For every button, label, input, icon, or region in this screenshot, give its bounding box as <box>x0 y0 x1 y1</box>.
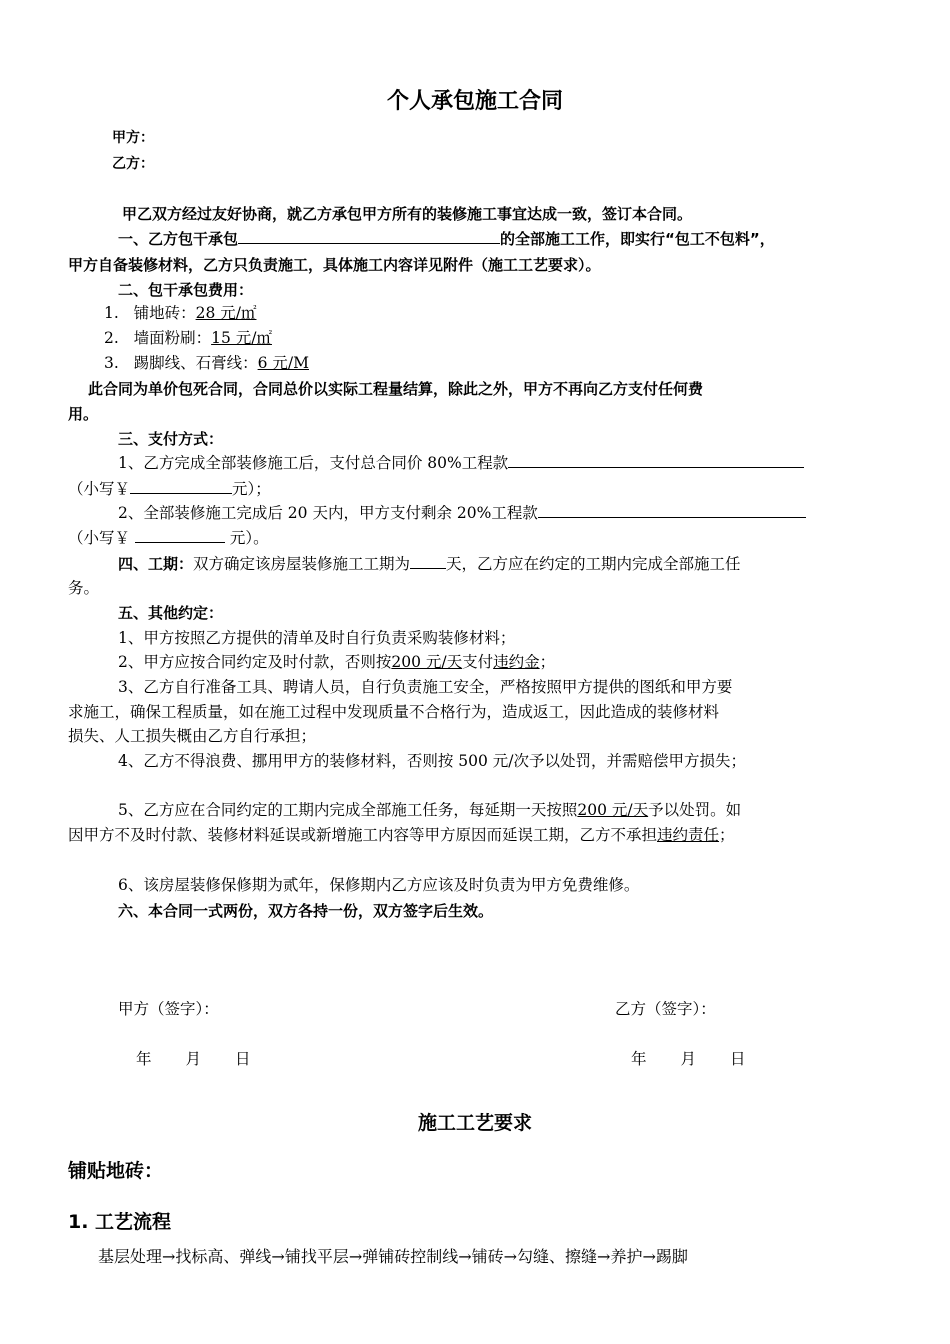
clause-2-text-b: 支付 <box>462 653 494 671</box>
payment-1-small-blank <box>130 478 232 494</box>
party-a-label: 甲方： <box>112 130 154 146</box>
fee-item-price: 15 元/㎡ <box>211 329 272 347</box>
contract-title: 个人承包施工合同 <box>386 89 563 114</box>
appendix-title: 施工工艺要求 <box>417 1112 532 1134</box>
clause-6: 6、该房屋装修保修期为贰年，保修期内乙方应该及时负责为甲方免费维修。 <box>118 876 640 894</box>
fee-item-label: 墙面粉刷： <box>133 329 212 347</box>
date-party-a <box>136 1048 251 1070</box>
clause-3-line-1: 3、乙方自行准备工具、聘请人员，自行负责施工安全，严格按照甲方提供的图纸和甲方要 <box>118 678 733 696</box>
payment-1-small-b: 元）； <box>232 480 271 498</box>
process-heading: 1. 工艺流程 <box>68 1211 172 1233</box>
clause-2-penalty-rate: 200 元/天 <box>391 653 463 671</box>
date-party-b <box>631 1048 746 1070</box>
clause-5-text-b: 予以处罚。如 <box>648 801 742 819</box>
payment-1 <box>118 452 804 474</box>
fee-item-num: 3. <box>104 354 119 372</box>
fee-item-2 <box>104 327 272 349</box>
section-4-blank <box>410 553 446 569</box>
payment-1-text: 1、乙方完成全部装修施工后，支付总合同价 80%工程款 <box>118 454 509 472</box>
payment-2-small-blank <box>135 527 225 543</box>
section-1-blank <box>238 228 500 244</box>
clause-5-text-c: 因甲方不及时付款、装修材料延误或新增施工内容等甲方原因而延误工期，乙方不承担 <box>68 826 658 844</box>
clause-3-line-2: 求施工，确保工程质量，如在施工过程中发现质量不合格行为，造成返工，因此造成的装修材料 <box>68 703 720 721</box>
clause-5-text-d: ； <box>719 826 735 844</box>
fee-item-label: 踢脚线、石膏线： <box>133 354 258 372</box>
party-b-label: 乙方： <box>112 156 154 172</box>
appendix-subtitle: 铺贴地砖： <box>68 1160 164 1182</box>
fee-item-num: 2. <box>104 329 119 347</box>
signature-party-a: 甲方（签字）： <box>118 1000 219 1018</box>
payment-2-small <box>68 527 269 549</box>
clause-2-text-c: ； <box>539 653 556 671</box>
clause-3-line-3: 损失、人工损失概由乙方自行承担； <box>68 727 317 745</box>
section-4-text-a: 双方确定该房屋装修施工工期为 <box>193 555 411 573</box>
section-4-line-1 <box>118 553 741 575</box>
section-4-text-b: 天，乙方应在约定的工期内完成全部施工任 <box>446 555 741 573</box>
payment-2-text: 2、全部装修施工完成后 20 天内，甲方支付剩余 20%工程款 <box>118 504 538 522</box>
fee-note-line-2: 用。 <box>68 405 99 423</box>
clause-5-liability: 违约责任 <box>657 826 720 844</box>
fee-item-num: 1. <box>104 304 119 322</box>
payment-1-small-a: （小写￥ <box>68 480 131 498</box>
clause-4: 4、乙方不得浪费、挪用甲方的装修材料，否则按 500 元/次予以处罚，并需赔偿甲方损失； <box>118 752 747 770</box>
fee-item-price: 6 元/M <box>257 354 309 372</box>
section-4-line-2: 务。 <box>68 579 100 597</box>
signature-party-b: 乙方（签字）： <box>615 1000 716 1018</box>
clause-1: 1、甲方按照乙方提供的清单及时自行负责采购装修材料； <box>118 629 516 647</box>
section-5-heading: 五、其他约定： <box>118 604 224 622</box>
payment-2 <box>118 502 806 524</box>
clause-2-penalty-term: 违约金 <box>493 653 540 671</box>
section-4-heading: 四、工期： <box>118 555 194 573</box>
clause-5-line-2 <box>68 824 735 846</box>
clause-5-line-1 <box>118 799 741 821</box>
date-day: 日 <box>235 1050 251 1068</box>
fee-item-1 <box>104 302 256 324</box>
date-year: 年 <box>136 1050 152 1068</box>
payment-1-blank <box>508 452 804 468</box>
date-month: 月 <box>680 1050 697 1068</box>
section-6: 六、本合同一式两份，双方各持一份，双方签字后生效。 <box>118 902 494 920</box>
section-1-text-a: 一、乙方包干承包 <box>118 230 239 248</box>
fee-note-line-1: 此合同为单价包死合同，合同总价以实际工程量结算，除此之外，甲方不再向乙方支付任何费 <box>88 380 704 398</box>
process-flow: 基层处理→找标高、弹线→铺找平层→弹铺砖控制线→铺砖→勾缝、擦缝→养护→踢脚 <box>98 1247 688 1266</box>
fee-item-label: 铺地砖： <box>133 304 196 322</box>
section-1-line-1 <box>118 228 775 250</box>
payment-2-small-b: 元）。 <box>229 529 269 547</box>
clause-2-text-a: 2、甲方应按合同约定及时付款，否则按 <box>118 653 392 671</box>
section-1-line-2: 甲方自备装修材料，乙方只负责施工，具体施工内容详见附件（施工工艺要求）。 <box>68 256 601 274</box>
payment-2-blank <box>538 502 806 518</box>
section-2-heading: 二、包干承包费用： <box>118 281 254 299</box>
date-day: 日 <box>730 1050 746 1068</box>
fee-item-price: 28 元/㎡ <box>195 304 257 322</box>
clause-5-penalty-rate: 200 元/天 <box>577 801 649 819</box>
payment-1-small <box>68 478 271 500</box>
fee-item-3 <box>104 352 309 374</box>
date-year: 年 <box>631 1050 647 1068</box>
clause-5-text-a: 5、乙方应在合同约定的工期内完成全部施工任务，每延期一天按照 <box>118 801 578 819</box>
date-month: 月 <box>185 1050 202 1068</box>
section-3-heading: 三、支付方式： <box>118 430 224 448</box>
intro-paragraph: 甲乙双方经过友好协商，就乙方承包甲方所有的装修施工事宜达成一致，签订本合同。 <box>122 205 693 223</box>
section-1-text-b: 的全部施工工作，即实行“包工不包料”， <box>500 230 775 248</box>
clause-2 <box>118 651 555 673</box>
payment-2-small-a: （小写￥ <box>68 529 131 547</box>
